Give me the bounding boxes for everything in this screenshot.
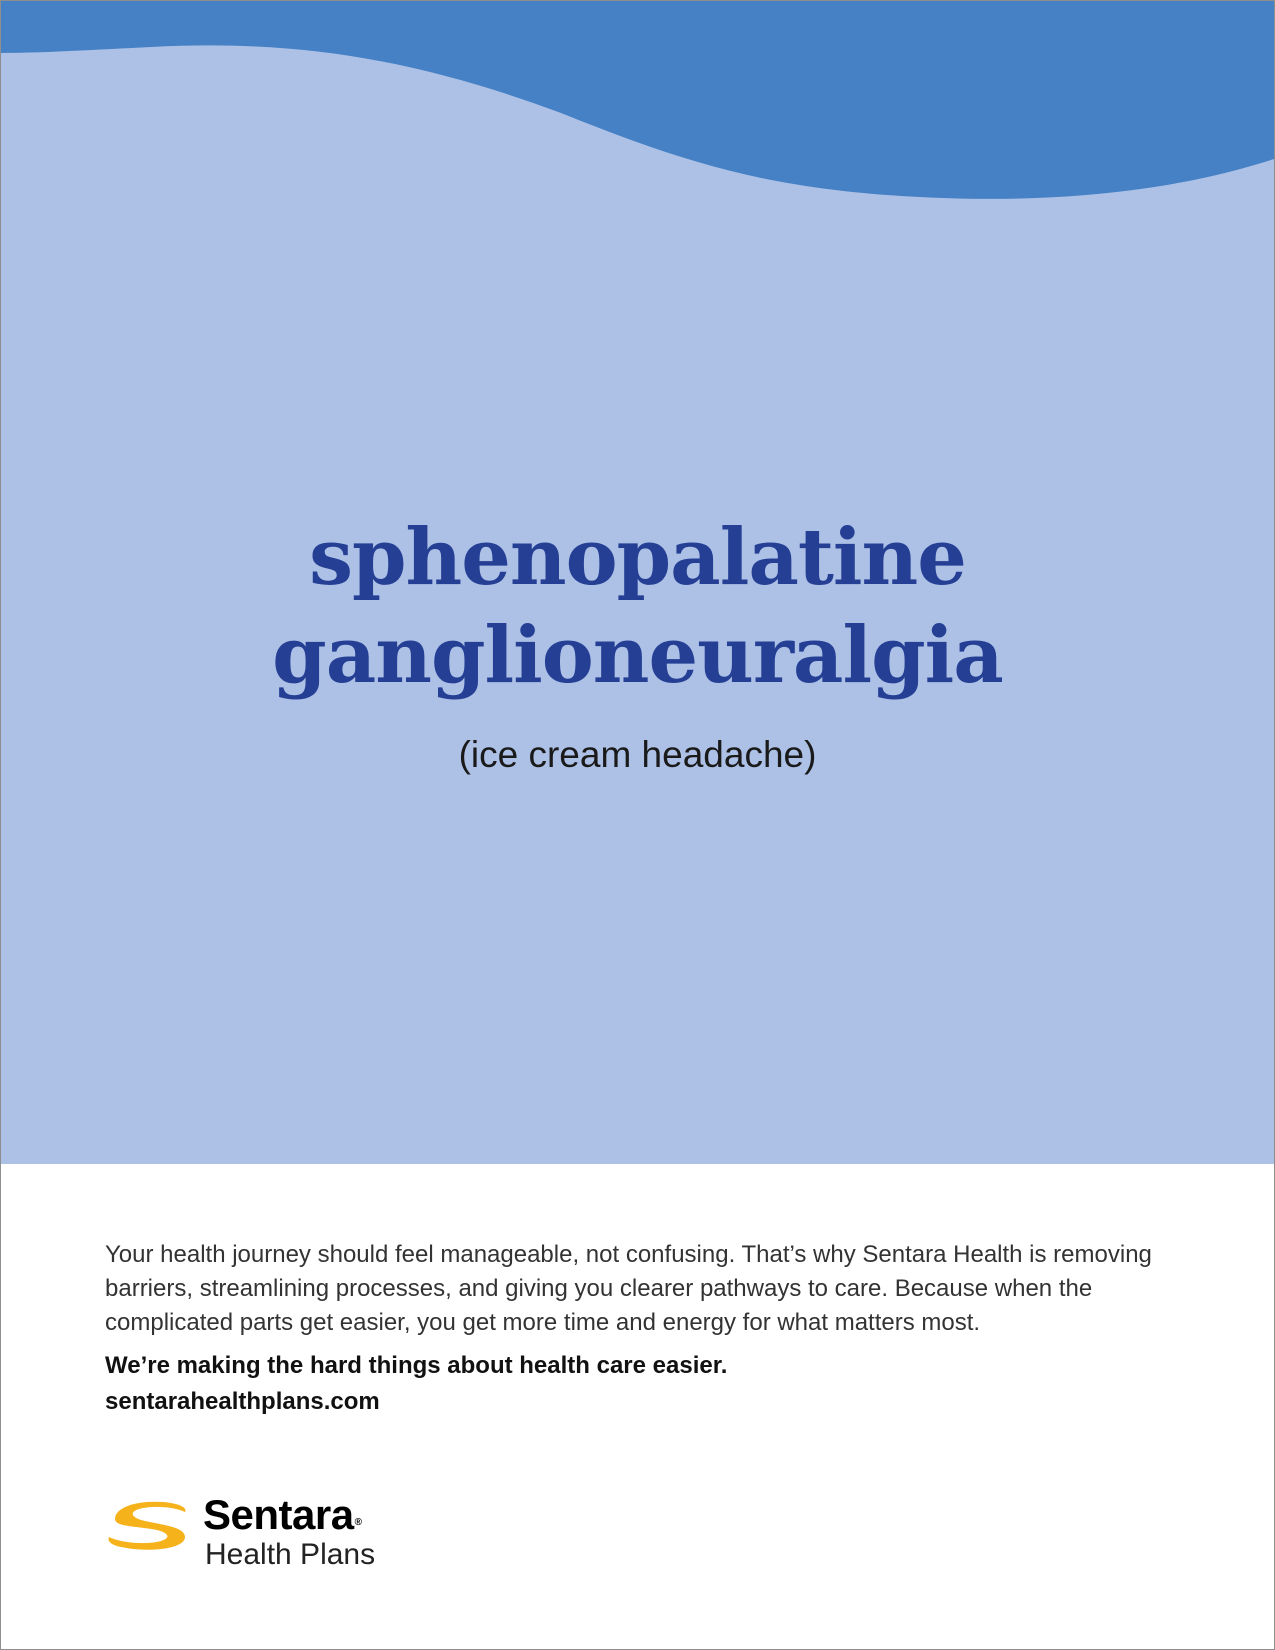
headline-line-1: sphenopalatine <box>309 512 966 603</box>
logo-subtitle: Health Plans <box>205 1538 376 1571</box>
hero-panel <box>1 1 1274 1164</box>
body-paragraph: Your health journey should feel manageable, not confusing. That’s why Sentara Health is removing barriers, streamlining processes, and giving you clearer pathways to care. Because when the complicated parts get easier, you get more time and energy for what matters most. <box>105 1241 1152 1336</box>
registered-mark: ® <box>354 1517 362 1528</box>
wave-decoration <box>1 1 1274 211</box>
headline-line-2: ganglioneuralgia <box>272 610 1003 701</box>
subhead: (ice cream headache) <box>458 734 817 775</box>
tagline: We’re making the hard things about health care easier. <box>105 1352 728 1379</box>
headline <box>1 509 1274 705</box>
logo-wordmark <box>203 1491 361 1539</box>
sentara-logo[interactable] <box>105 1491 405 1581</box>
website-link[interactable]: sentarahealthplans.com <box>105 1388 380 1415</box>
body-section <box>105 1238 1185 1420</box>
logo-name-text: Sentara <box>203 1491 354 1538</box>
sentara-swoosh-icon <box>105 1497 189 1551</box>
